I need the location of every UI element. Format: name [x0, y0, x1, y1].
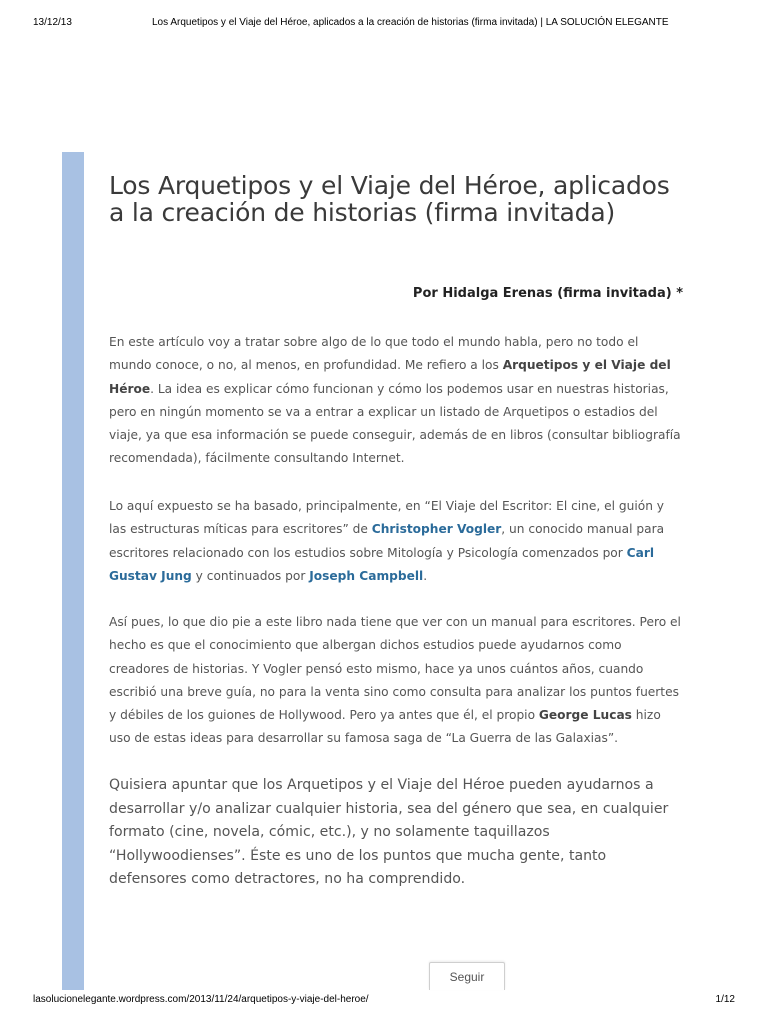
- paragraph-1-bold: Arquetipos y el Viaje del Héroe: [109, 358, 671, 396]
- paragraph-3-text-b: hizo uso de estas ideas para desarrollar su famosa saga de “La Guerra de las Galaxias”.: [109, 708, 661, 746]
- print-page-number: 1/12: [715, 994, 735, 1005]
- paragraph-2-text-a: Lo aquí expuesto se ha basado, principalmente, en “El Viaje del Escritor: El cine, el guión y las estructuras míticas para escritores” de: [109, 499, 665, 537]
- paragraph-3-text-a: Así pues, lo que dio pie a este libro nada tiene que ver con un manual para escritores. Pero el hecho es que el conocimiento que albergan dichos estudios puede ayudarnos como creadores de historias. Y Vogler pensó esto mismo, hace ya unos cuántos años, cuando escribió una breve guía, no para la venta sino como consulta para analizar los puntos fuertes y débiles de los guiones de Hollywood. Pero ya antes que él, el propio: [109, 615, 681, 723]
- accent-bar: [62, 152, 84, 990]
- print-date: 13/12/13: [33, 17, 72, 28]
- paragraph-2-text-c: y continuados por: [191, 568, 310, 583]
- print-footer: [0, 994, 768, 1008]
- paragraph-2: [109, 495, 684, 588]
- link-christopher-vogler[interactable]: Christopher Vogler: [371, 522, 502, 537]
- paragraph-3-bold: George Lucas: [538, 708, 632, 723]
- paragraph-2-text-b: , un conocido manual para escritores relacionado con los estudios sobre Mitología y Psicología comenzados por: [109, 522, 665, 560]
- print-header: [0, 17, 768, 31]
- link-joseph-campbell[interactable]: Joseph Campbell: [309, 568, 424, 583]
- paragraph-1-text-a: En este artículo voy a tratar sobre algo de lo que todo el mundo habla, pero no todo el mundo conoce, o no, al menos, en profundidad. Me refiero a los: [109, 335, 639, 373]
- print-page-title: Los Arquetipos y el Viaje del Héroe, aplicados a la creación de historias (firma invitada) | LA SOLUCIÓN ELEGANTE: [152, 17, 669, 28]
- article-byline: Por Hidalga Erenas (firma invitada) *: [412, 286, 683, 301]
- paragraph-3: [109, 611, 684, 751]
- link-carl-gustav-jung[interactable]: Carl Gustav Jung: [109, 545, 655, 583]
- paragraph-2-text-d: .: [423, 568, 428, 583]
- paragraph-1-text-b: . La idea es explicar cómo funcionan y cómo los podemos usar en nuestras historias, pero en ningún momento se va a entrar a explicar un listado de Arquetipos o estadios del viaje, ya que esa información se puede conseguir, además de en libros (consultar bibliografía recomendada), fácilmente consultando Internet.: [109, 381, 681, 466]
- article-title: Los Arquetipos y el Viaje del Héroe, aplicados a la creación de historias (firma invitada): [109, 171, 670, 227]
- paragraph-1: [109, 331, 684, 471]
- paragraph-4-highlight: Quisiera apuntar que los Arquetipos y el Viaje del Héroe pueden ayudarnos a desarrollar y/o analizar cualquier historia, sea del género que sea, en cualquier formato (cine, novela, cómic, etc.), y no solamente taquillazos “Hollywoodienses”. Éste es uno de los puntos que mucha gente, tanto defensores como detractores, no ha comprendido.: [109, 777, 669, 888]
- follow-button[interactable]: Seguir: [429, 962, 505, 990]
- print-url: lasolucionelegante.wordpress.com/2013/11/24/arquetipos-y-viaje-del-heroe/: [33, 994, 369, 1005]
- article-header: [109, 172, 681, 226]
